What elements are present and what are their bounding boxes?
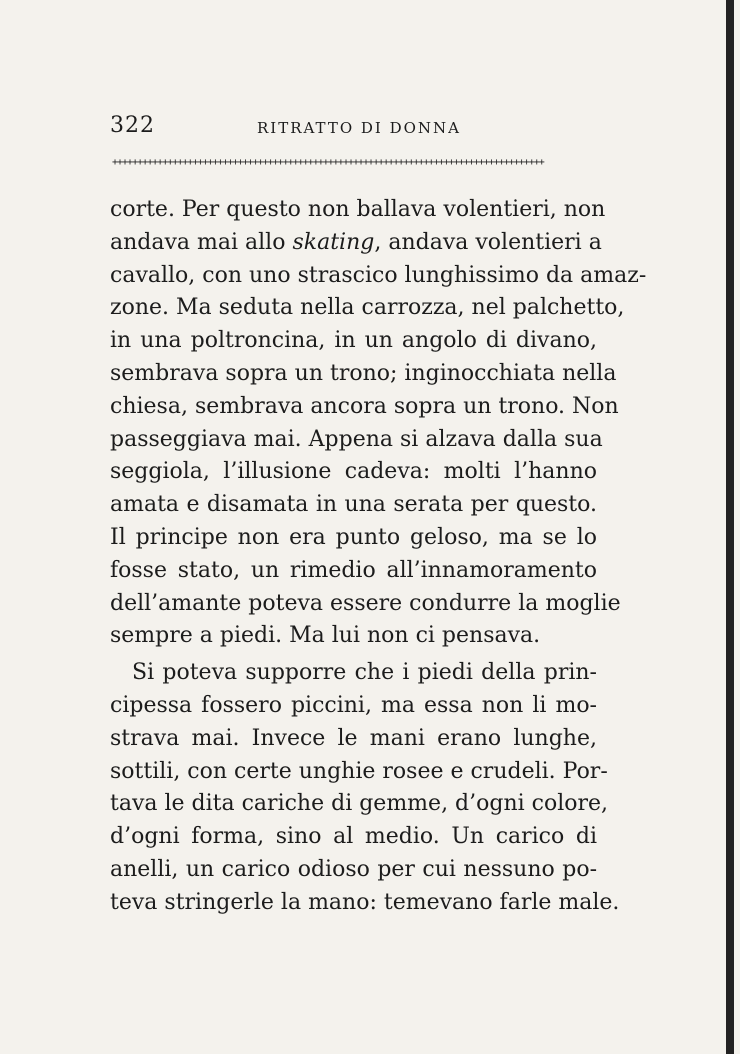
running-header <box>110 113 600 143</box>
text-line: zone. Ma seduta nella carrozza, nel palchetto, <box>110 295 625 321</box>
text-line: sembrava sopra un trono; inginocchiata nella <box>110 360 617 386</box>
text-line: strava mai. Invece le mani erano lunghe, <box>110 725 597 751</box>
text-line: tava le dita cariche di gemme, d’ogni colore, <box>110 791 609 817</box>
page-edge-shadow <box>726 0 734 1054</box>
text-line: passeggiava mai. Appena si alzava dalla sua <box>110 426 603 452</box>
text-line: Si poteva supporre che i piedi della prin- <box>132 660 597 686</box>
text-fragment: , andava volentieri a <box>374 229 602 255</box>
text-line: sempre a piedi. Ma lui non ci pensava. <box>110 623 541 649</box>
text-line: sottili, con certe unghie rosee e crudeli. Por- <box>110 758 608 784</box>
text-line: fosse stato, un rimedio all’innamoramento <box>110 557 597 583</box>
body-text <box>110 194 647 920</box>
running-title: RITRATTO DI DONNA <box>257 119 462 137</box>
text-line: in una poltroncina, in un angolo di divano, <box>110 328 597 354</box>
ornamental-rule: ++++++++++++++++++++++++++++++++++++++++++++++++++++++++++++++++++++++++++++++++++++++ <box>112 157 544 168</box>
text-line: anelli, un carico odioso per cui nessuno po- <box>110 856 597 882</box>
text-line: dell’amante poteva essere condurre la moglie <box>110 590 621 616</box>
text-line: teva stringerle la mano: temevano farle male. <box>110 889 620 915</box>
text-line: cipessa fossero piccini, ma essa non li mo- <box>110 692 597 718</box>
text-fragment: andava mai allo <box>110 229 293 255</box>
italic-word: skating <box>292 229 375 255</box>
text-line: seggiola, l’illusione cadeva: molti l’hanno <box>110 459 597 485</box>
text-line: cavallo, con uno strascico lunghissimo da amaz- <box>110 262 647 288</box>
text-line <box>110 227 602 260</box>
text-line: chiesa, sembrava ancora sopra un trono. Non <box>110 393 619 419</box>
text-line: amata e disamata in una serata per questo. <box>110 492 597 518</box>
text-line: Il principe non era punto geloso, ma se lo <box>110 524 597 550</box>
page-number: 322 <box>110 113 155 138</box>
text-line: d’ogni forma, sino al medio. Un carico di <box>110 824 597 850</box>
text-line: corte. Per questo non ballava volentieri, non <box>110 197 606 222</box>
